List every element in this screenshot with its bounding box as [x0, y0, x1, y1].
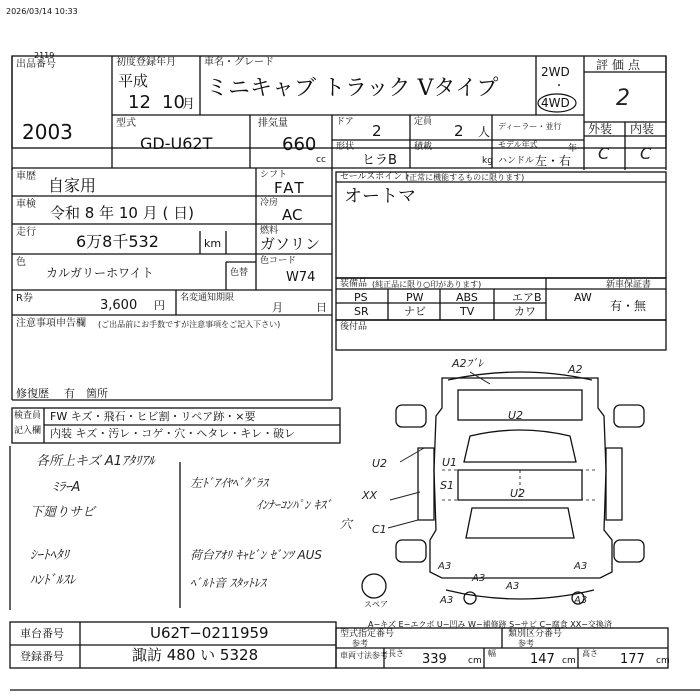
model-year-label: モデル年式	[498, 140, 538, 149]
mark-a2bure: A2ﾌﾞﾚ	[452, 357, 484, 370]
fuel-value: ガソリン	[260, 235, 321, 253]
model-name: ミニキャブ トラック Vタイプ	[206, 76, 499, 101]
mark-xx: XX	[362, 489, 378, 502]
width-value: 147	[530, 652, 555, 667]
equip-tv: TV	[460, 305, 475, 318]
equip-ps: PS	[354, 291, 368, 304]
interior-label: 内装	[630, 122, 655, 136]
dimensions-label: 車両寸法参考	[340, 651, 388, 660]
hand-note-2: ﾐﾗｰA	[52, 480, 81, 495]
first-reg-month: 10	[162, 92, 185, 113]
width-unit: cm	[562, 656, 576, 666]
color-code-label: 色コード	[260, 256, 297, 266]
plate-value: 諏訪 480 い 5328	[132, 646, 259, 664]
lot-code: 2119	[34, 51, 55, 60]
shape-label: 形状	[336, 142, 355, 152]
class-code-sub: 参考	[518, 639, 534, 648]
spare-label: スペア	[364, 600, 388, 609]
first-reg-month-unit: 月	[182, 97, 196, 112]
drive-2wd: 2WD	[541, 65, 570, 79]
color-change-label: 色替	[230, 268, 249, 278]
repair-value: 有	[64, 387, 75, 400]
equip-sr: SR	[354, 305, 369, 318]
mark-a3-6: A3	[574, 595, 588, 606]
shape-value: ヒラB	[362, 153, 397, 168]
title-notice-day: 日	[316, 301, 327, 314]
remarks-label: 注意事項申告欄	[16, 318, 86, 329]
type-code-sub: 参考	[352, 639, 368, 648]
doors-label: ドア	[336, 117, 354, 127]
mileage-unit: km	[204, 237, 222, 250]
class-code-label: 類別区分番号	[508, 629, 563, 639]
handle-value: 左・右	[535, 154, 572, 168]
first-reg-label: 初度登録年月	[116, 57, 176, 68]
chassis-label: 車台番号	[20, 627, 64, 640]
score-label: 評価点	[596, 58, 645, 72]
inspector-row-1: FW キズ・飛石・ヒビ割・リペア跡・×要	[50, 410, 256, 423]
height-label: 高さ	[582, 649, 598, 658]
hand-note-5: ﾊﾝﾄﾞﾙｽﾚ	[30, 573, 76, 588]
shift-value: FAT	[274, 179, 306, 197]
length-value: 339	[422, 652, 447, 667]
recycle-value: 3,600	[100, 298, 138, 313]
hand-note-10: ﾍﾞﾙﾄ音 ｽﾀｯﾄﾚｽ	[190, 576, 266, 590]
equip-aw: AW	[574, 291, 592, 304]
equip-abs: ABS	[456, 291, 478, 304]
mark-a3-4: A3	[506, 581, 520, 592]
sales-point-note: (正常に機能するものに限ります)	[406, 173, 525, 182]
mark-a3-5: A3	[440, 595, 454, 606]
capacity-label: 定員	[414, 117, 433, 127]
equip-airbag: エアB	[512, 291, 542, 304]
load-label: 積載	[414, 142, 433, 152]
height-unit: cm	[656, 656, 670, 666]
handle-label: ハンドル	[498, 156, 535, 166]
doors-value: 2	[372, 122, 382, 140]
lot-number: 2003	[22, 120, 73, 144]
drive-4wd: 4WD	[541, 96, 570, 110]
capacity-value: 2	[454, 122, 464, 140]
hand-note-7: ｲﾝﾅｰｺﾝﾊﾟﾝ ｷｽﾞ	[256, 498, 332, 512]
chassis-value: U62T−0211959	[150, 624, 269, 642]
recycle-unit: 円	[154, 299, 165, 312]
equip-pw: PW	[406, 291, 424, 304]
mark-s1: S1	[440, 479, 454, 492]
mileage-label: 走行	[16, 227, 36, 238]
load-unit: kg	[482, 156, 493, 166]
type-label: 型式	[116, 118, 136, 129]
equipment-label: 装備品	[340, 279, 368, 289]
inspection-value: 令和 8 年 10 月 ( 日)	[50, 204, 194, 222]
color-value: カルガリーホワイト	[46, 266, 154, 280]
mark-u1: U1	[442, 456, 458, 469]
hand-note-6: 左ﾄﾞｱｲﾔﾍﾞｸﾞﾗｽ	[190, 476, 269, 490]
drive-sep: ・	[554, 81, 564, 92]
mark-a2: A2	[568, 363, 583, 376]
repair-box: 箇所	[86, 387, 108, 400]
exterior-label: 外装	[588, 122, 613, 136]
displacement-label: 排気量	[258, 118, 288, 129]
sales-point-value: オートマ	[344, 186, 416, 207]
model-label: 車名・グレード	[204, 57, 274, 68]
damage-legend: A−キズ E−エクボ U−凹み W−補修跡 S−サビ C−腐食 XX−交換済	[368, 620, 612, 629]
hand-note-1: 各所上キズ A1ｱﾀﾘｱﾙ	[36, 454, 155, 469]
mark-u2-bed: U2	[508, 409, 524, 422]
recycle-label: R券	[16, 293, 33, 304]
equip-navi: ナビ	[404, 305, 426, 318]
usage-value: 自家用	[48, 176, 97, 195]
capacity-unit: 人	[478, 125, 491, 139]
hand-note-9: 荷台ｱｵﾘ ｷｬﾋﾞﾝ ｾﾞﾝﾂ AUS	[190, 548, 323, 562]
displacement-value: 660	[282, 134, 317, 155]
car-diagram	[362, 372, 644, 604]
color-label: 色	[16, 257, 26, 268]
shift-label: シフト	[260, 170, 288, 180]
first-reg-year: 12	[128, 92, 151, 113]
mark-a3-3: A3	[472, 573, 486, 584]
mark-u2-left: U2	[372, 457, 388, 470]
title-notice-month: 月	[272, 301, 283, 314]
warranty-label: 新車保証書	[606, 280, 652, 290]
title-notice-label: 名変通知期限	[180, 293, 235, 303]
hand-note-3: 下廻りサビ	[30, 505, 96, 520]
equipment-note: (純正品に限り○印があります)	[372, 280, 482, 289]
inspector-label-2: 記入欄	[14, 426, 42, 436]
width-label: 幅	[488, 649, 496, 658]
length-label: 長さ	[388, 649, 404, 658]
repair-label: 修復歴	[16, 387, 49, 400]
warranty-value: 有・無	[610, 299, 647, 313]
score-value: 2	[616, 86, 630, 111]
mileage-value: 6万8千532	[76, 232, 159, 251]
inspector-label-1: 検査員	[14, 411, 42, 421]
mark-c1: C1	[372, 523, 387, 536]
extras-label: 後付品	[340, 322, 368, 332]
fuel-label: 燃料	[260, 226, 279, 236]
model-year-unit: 年	[568, 144, 578, 154]
ac-label: 冷房	[260, 198, 279, 208]
displacement-unit: cc	[316, 155, 326, 165]
length-unit: cm	[468, 656, 482, 666]
plate-label: 登録番号	[20, 650, 64, 663]
height-value: 177	[620, 652, 645, 667]
mark-a3-1: A3	[438, 561, 452, 572]
ac-value: AC	[282, 206, 303, 224]
type-value: GD-U62T	[140, 134, 213, 153]
usage-label: 車歴	[16, 171, 36, 182]
color-code: W74	[286, 270, 316, 285]
timestamp: 2026/03/14 10:33	[6, 7, 78, 16]
hand-note-4: ｼｰﾄﾍﾀﾘ	[30, 548, 69, 563]
inspector-row-2: 内装 キズ・汚レ・コゲ・穴・ヘタレ・キレ・破レ	[50, 427, 296, 440]
first-reg-era: 平成	[118, 72, 149, 90]
exterior-score: C	[598, 144, 610, 163]
mark-a3-2: A3	[574, 561, 588, 572]
type-code-label: 型式指定番号	[340, 629, 395, 639]
remarks-note: (ご出品前にお手数ですが注意事項をご記入下さい)	[98, 320, 281, 329]
lot-label: 出品番号	[16, 59, 56, 70]
dealer-label: ディーラー・並行	[498, 122, 562, 131]
hand-note-8: 穴	[340, 517, 353, 531]
equip-leather: カワ	[514, 305, 536, 318]
sales-point-label: セールスポイント	[340, 172, 412, 182]
mark-u2-cab: U2	[510, 487, 526, 500]
inspection-label: 車検	[16, 199, 36, 210]
interior-score: C	[640, 144, 652, 163]
